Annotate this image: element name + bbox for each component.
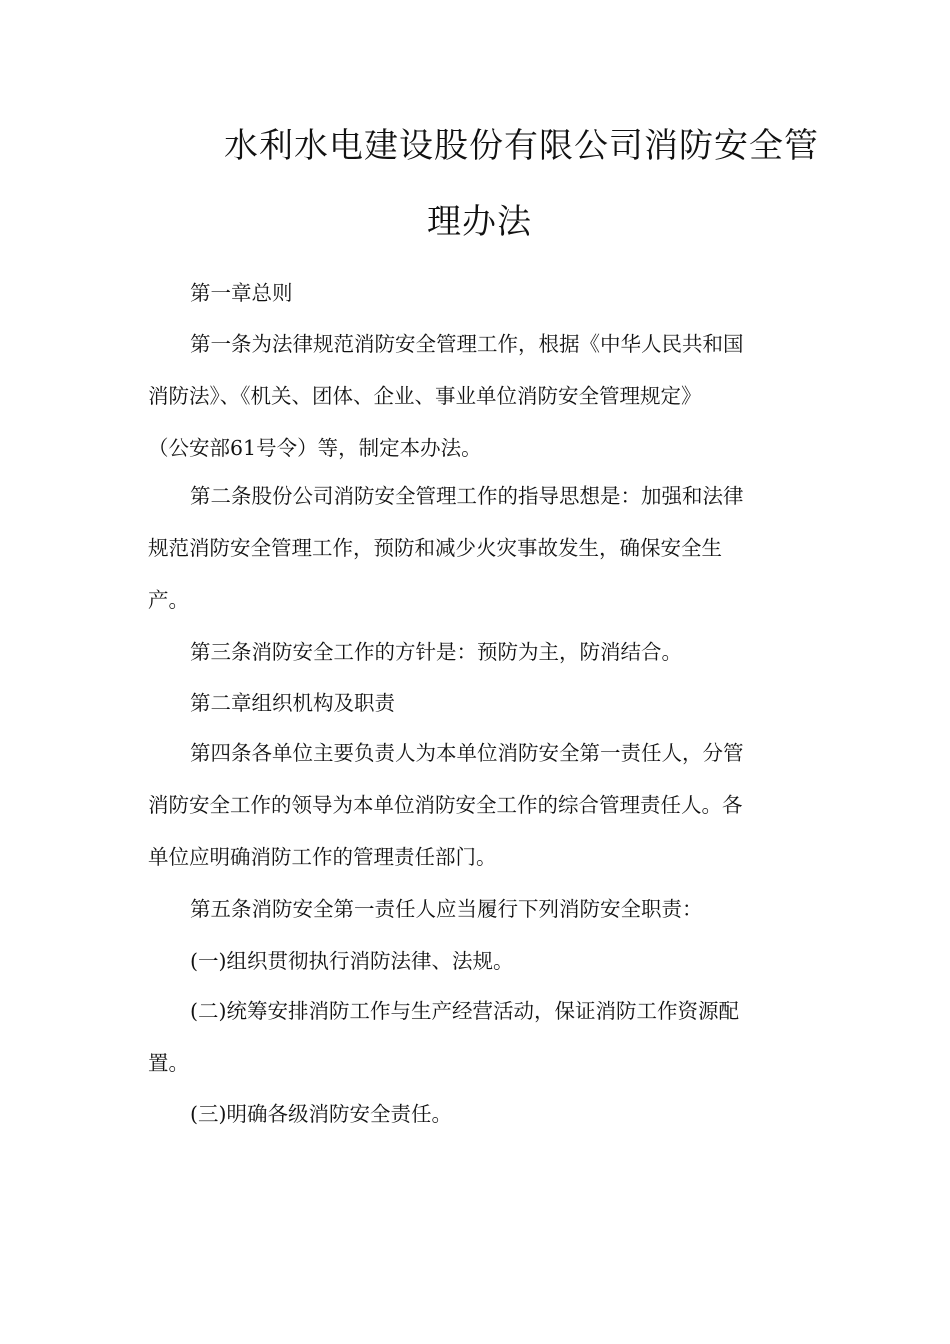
article-paragraph bbox=[148, 318, 802, 474]
paragraph-line: (三)明确各级消防安全责任。 bbox=[190, 1102, 452, 1126]
chapter-heading bbox=[148, 267, 802, 319]
article-paragraph bbox=[148, 470, 802, 626]
paragraph-line: 消防法》、《机关、团体、企业、事业单位消防安全管理规定》 bbox=[148, 384, 702, 408]
document-title-line-1: 水利水电建设股份有限公司消防安全管 bbox=[224, 126, 819, 166]
paragraph-line: 第一条为法律规范消防安全管理工作，根据《中华人民共和国 bbox=[190, 332, 744, 356]
article-paragraph bbox=[148, 626, 802, 678]
paragraph-line: （公安部61号令）等，制定本办法。 bbox=[148, 436, 482, 460]
paragraph-line: 第二条股份公司消防安全管理工作的指导思想是：加强和法律 bbox=[190, 484, 744, 508]
paragraph-line: 规范消防安全管理工作，预防和减少火灾事故发生，确保安全生 bbox=[148, 536, 722, 560]
paragraph-line: (一)组织贯彻执行消防法律、法规。 bbox=[190, 949, 514, 973]
paragraph-line: 第二章组织机构及职责 bbox=[190, 691, 395, 715]
paragraph-line: 单位应明确消防工作的管理责任部门。 bbox=[148, 845, 497, 869]
paragraph-line: (二)统筹安排消防工作与生产经营活动，保证消防工作资源配 bbox=[190, 999, 739, 1023]
list-item bbox=[148, 1088, 802, 1140]
paragraph-line: 第四条各单位主要负责人为本单位消防安全第一责任人，分管 bbox=[190, 741, 744, 765]
paragraph-line: 第一章总则 bbox=[190, 281, 293, 305]
paragraph-line: 置。 bbox=[148, 1051, 189, 1075]
document-title-line-2: 理办法 bbox=[427, 202, 532, 242]
paragraph-line: 消防安全工作的领导为本单位消防安全工作的综合管理责任人。各 bbox=[148, 793, 743, 817]
paragraph-line: 产。 bbox=[148, 588, 189, 612]
paragraph-line: 第三条消防安全工作的方针是：预防为主，防消结合。 bbox=[190, 640, 682, 664]
article-paragraph bbox=[148, 727, 802, 883]
list-item bbox=[148, 935, 802, 987]
paragraph-line: 第五条消防安全第一责任人应当履行下列消防安全职责： bbox=[190, 897, 703, 921]
article-paragraph bbox=[148, 883, 802, 935]
chapter-heading bbox=[148, 677, 802, 729]
list-item bbox=[148, 985, 802, 1089]
